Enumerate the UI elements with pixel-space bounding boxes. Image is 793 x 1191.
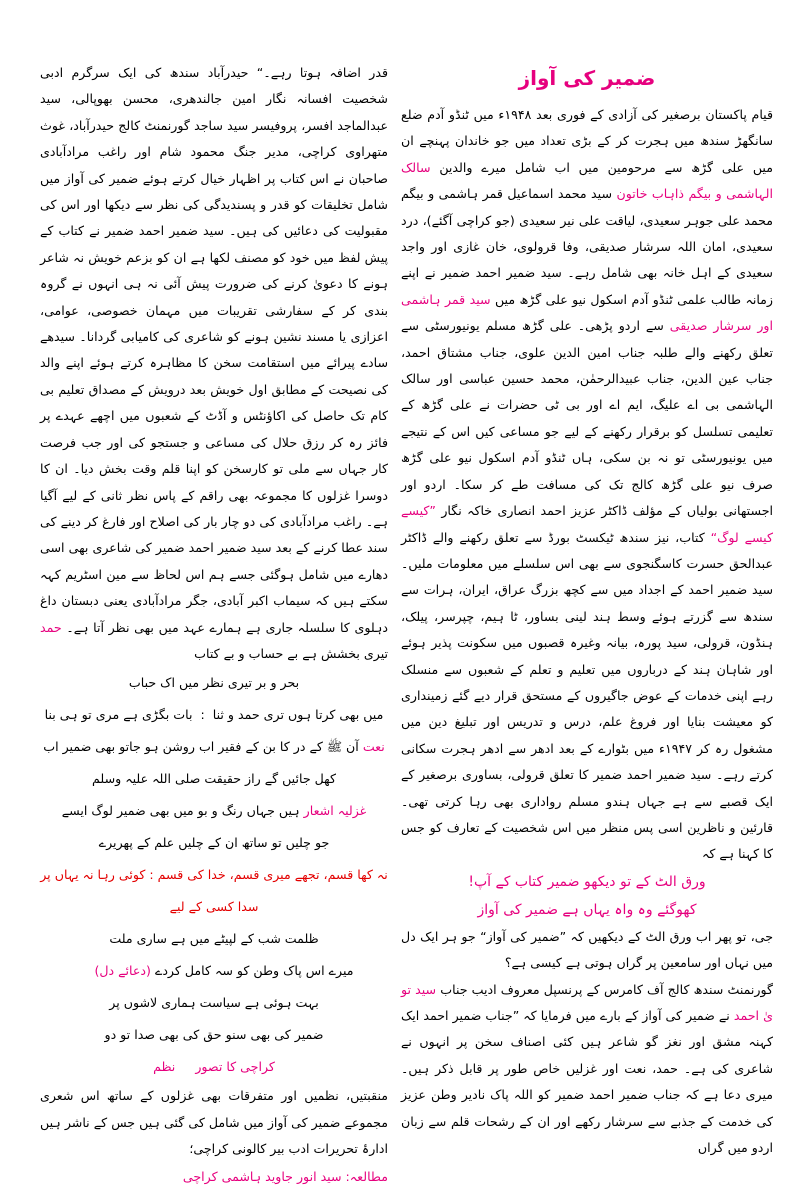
verse-2: کھوگئے وہ واہ یہاں ہے ضمیر کی آواز xyxy=(477,901,697,918)
poetry-block xyxy=(40,667,388,1083)
ghazal-line-1 xyxy=(40,795,388,827)
dua-line-1-text: میرے اس پاک وطن کو سہ کامل کردے xyxy=(154,963,354,979)
intro-text-2: سید محمد اسماعیل قمر ہاشمی و بیگم محمد علی جوہر سعیدی، لیاقت علی نیر سعیدی (جو کراچی آگئے)، درد سعیدی، امان اللہ سرشار صدیقی، وفا قرولوی، خان غازی اور واجد سعیدی کے اہل خانہ بھی شامل رہے۔ سید ضمیر احمد ضمیر نے اپنے زمانہ طالب علمی ٹنڈو آدم اسکول نیو علی گڑھ میں xyxy=(401,186,773,307)
right-column xyxy=(401,60,773,1161)
hamd-line-2: بحر و بر تیری نظر میں اک حباب xyxy=(128,675,300,691)
ghazal-label: غزلیہ اشعار xyxy=(303,803,367,819)
hamd-line-1: تیری بخشش ہے بے حساب و بے کتاب xyxy=(194,645,388,661)
naat-label: نعت xyxy=(362,739,385,755)
left-paragraph-1 xyxy=(40,60,388,667)
naat-line-2: کھل جائیں گے راز حقیقت صلی اللہ علیہ وسلم xyxy=(92,771,336,787)
left-text: قدر اضافہ ہوتا رہے۔“ حیدرآباد سندھ کی ایک سرگرم ادبی شخصیت افسانہ نگار امین جالندھری، محسن بھوپالی، سید عبدالماجد افسر، پروفیسر سید ساجد گورنمنٹ کالج حیدرآباد، غوث متھراوی کراچی، مدیر جنگ محمود شام اور راغب مرادآبادی صاحبان نے اس کتاب پر اظہار خیال کرتے ہوئے ضمیر کی آواز میں شامل تخلیقات کو قدر و پسندیدگی کی نظر سے دیکھا اور اس کی مقبولیت کی دعائیں کی ہیں۔ سید ضمیر احمد ضمیر نے کتاب کے پیش لفظ میں خود کو مصنف لکھا ہے ان کو بزعم خویش نہ شاعر ہونے کا دعویٰ کرنے کی ضرورت پیش آئی نہ ہی انہوں نے گروہ بندی کر کے سفارشی تقریبات میں مہمان خصوصی، عوامی، اعزازی یا مسند نشین ہونے کو شاعری کی کامیابی گردانا۔ سیدھے سادے پیرائے میں استقامت سخن کا مظاہرہ کرتے ہوئے اپنے والد کی نصیحت کے مطابق اول خویش بعد درویش کے مصداق تعلیم بی کام تک حاصل کی اکاؤنٹس و آڈٹ کے شعبوں میں اچھے عہدے پر فائز رہ کر رزق حلال کی مساعی و جستجو کی اور جب فرصت کار جہاں سے ملی تو کارسخن کو اپنا قلم وقت بخش دیا۔ ان کا دوسرا غزلوں کا مجموعہ بھی راقم کے پاس نظر ثانی کے لیے آگیا ہے۔ راغب مرادآبادی کی دو چار بار کی اصلاح اور فارغ کر دینے کی سند عطا کرنے کے بعد سید ضمیر احمد ضمیر کی شاعری بھی اسی دھارے میں شامل ہوگئی جسے ہم اس لحاظ سے مین اسٹریم کہہ سکتے ہیں کہ سیماب اکبر آبادی، جگر مرادآبادی یعنی دبستان داغ دہلوی کا سلسلہ جاری ہے ہمارے عہد میں بھی نظر آتا ہے۔ xyxy=(40,65,388,635)
ghazal-line-3: نہ کھا قسم، تجھے میری قسم، خدا کی قسم : کوئی رہا نہ یہاں پر سدا کسی کے لیے xyxy=(40,867,388,915)
paragraph-intro xyxy=(401,102,773,868)
intro-text: قیام پاکستان برصغیر کی آزادی کے فوری بعد ۱۹۴۸ء میں ٹنڈو آدم ضلع سانگھڑ سندھ میں ہجرت کر کے بڑی تعداد میں جو خاندان پہنچے ان میں علی گڑھ سے مرحومین میں اب شامل میرے والدین xyxy=(401,107,773,175)
p3-text-b: نے ضمیر کی آواز کے بارے میں فرمایا کہ ”جناب ضمیر احمد ایک کہنہ مشق اور نغز گو شاعر ہیں کئی اصناف سخن پر انہوں نے شاعری کی ہے۔ حمد، نعت اور غزلیں خاص طور پر قابل ذکر ہیں۔ میری دعا ہے کہ جناب ضمیر احمد ضمیر کو اللہ پاک نادیر وطن عزیز کی خدمت کے جذبے سے سرشار رکھے اور ان کے رشحات قلم سے زبان اردو میں گراں xyxy=(401,1008,773,1156)
hamd-line-3: میں بھی کرتا ہوں تری حمد و ثنا : بات بگڑی ہے مری تو ہی بنا xyxy=(44,707,384,723)
intro-text-4: کتاب، نیز سندھ ٹیکسٹ بورڈ سے تعلق رکھنے والے ڈاکٹر عبدالحق حسرت کاسگنجوی سے بھی اس سلسلے میں معلومات ملیں۔ سید ضمیر احمد کے اجداد میں سے کچھ بزرگ عراق، ایران، ہرات سے سندھ سے گزرتے ہوئے وسط ہند لینی بساور، ٹا ہیم، چپرسر، پیلک، ہنڈون، قرولی، سید پورہ، بیانہ وغیرہ قصبوں میں سکونت پذیر ہوئے اور شاہان ہند کے درباروں میں تعلیم و تعلم کے شعبوں سے منسلک رہے اپنی خدمات کے عوض جاگیروں کے مستحق قرار دیے گئے زمینداری کو معیشت بنایا اور فروغ علم، درس و تدریس اور تبلیغ دین میں مشغول رہ کر ۱۹۴۷ء میں بٹوارے کے بعد ادھر سے ادھر ہجرت سکانی کرتے رہے۔ سید ضمیر احمد ضمیر کا تعلق قرولی، بساوری برصغیر کے ایک قصبے سے ہے جہاں ہندو مسلم رواداری بھی رہا کرتی تھی۔ قارئین و ناظرین اسی پس منظر میں اس شخصیت کے تعارف کو جس کا کہنا ہے کہ xyxy=(401,529,773,862)
naat-line-1 xyxy=(40,731,388,763)
ghazal-line-3a: نہ کھا قسم، تجھے میری قسم، خدا کی قسم xyxy=(157,867,388,883)
nazm-label: نظم xyxy=(153,1059,176,1075)
dua-line-3: ضمیر کی بھی سنو حق کی بھی صدا تو دو xyxy=(104,1027,324,1043)
verse-1: ورق الٹ کے تو دیکھو ضمیر کتاب کے آپ! xyxy=(468,873,706,890)
karachi-label: کراچی کا تصور xyxy=(195,1059,275,1075)
principal-name: سید تو یٰ احمد xyxy=(401,981,773,1023)
left-column xyxy=(40,60,388,1191)
naat-line-1-text: آن ﷺ کے در کا بن کے فقیر اب روشن ہو جاتو بھی ضمیر اب xyxy=(43,739,359,755)
karachi-line xyxy=(40,1051,388,1083)
parents-names: سالک الہاشمی و بیگم ذاہاب خاتون xyxy=(401,159,773,202)
hamd-label: حمد xyxy=(40,619,62,635)
teachers-names: سید قمر ہاشمی اور سرشار صدیقی xyxy=(401,291,773,334)
hamd-line-3a: میں بھی کرتا ہوں تری حمد و ثنا xyxy=(212,707,384,723)
paragraph-2: جی، تو پھر اب ورق الٹ کے دیکھیں کہ ”ضمیر کی آواز“ جو ہر ایک دل میں نہاں اور سامعین پر گراں ہوتی ہے کیسی ہے؟ xyxy=(401,928,773,971)
p3-text-a: گورنمنٹ سندھ کالج آف کامرس کے پرنسپل معروف ادیب جناب xyxy=(440,981,773,997)
dua-line-1 xyxy=(40,955,388,987)
closing-paragraph: منقبتیں، نظمیں اور متفرقات بھی غزلوں کے ساتھ اس شعری مجموعے ضمیر کی آواز میں شامل کی گئی ہیں جس کے ناشر ہیں ادارۂ تحریرات ادب بیر کالونی کراچی؛ xyxy=(40,1088,388,1157)
hamd-line-3b: بات بگڑی ہے مری تو ہی بنا xyxy=(44,707,193,723)
ghazal-line-3b: کوئی رہا نہ یہاں پر سدا کسی کے لیے xyxy=(40,867,259,915)
signature: مطالعہ: سید انور جاوید ہاشمی کراچی xyxy=(182,1168,388,1184)
paragraph-3 xyxy=(401,977,773,1162)
book-title-quote: ”کیسے کیسے لوگ“ xyxy=(401,503,773,545)
intro-text-3: سے اردو پڑھی۔ علی گڑھ مسلم یونیورسٹی سے تعلق رکھنے والے طلبہ جناب امین الدین علوی، جناب مشتاق احمد، جناب عین الدین، جناب عبیدالرحمٰن، محمد حسین عباسی اور سالک الہاشمی بی اے علیگ، ایم اے اور بی ٹی حضرات نے علی گڑھ کے تعلیمی تسلسل کو برقرار رکھنے کے لیے جو مساعی کیں اس کے نتیجے میں یونیورسٹی تو نہ بن سکی، ہاں ٹنڈو آدم اسکول نیو علی گڑھ صرف نیو علی گڑھ کالج تک کی مسافت طے کر سکا۔ اردو اور اجستھانی بولیاں کے مؤلف ڈاکٹر عزیز احمد انصاری خاکہ نگار xyxy=(401,318,773,519)
ghazal-line-2: جو چلیں تو ساتھ ان کے چلیں علم کے پھریرے xyxy=(98,835,330,851)
dua-label: (دعائے دل) xyxy=(94,963,151,979)
ghazal-line-1-text: ہیں جہاں رنگ و بو میں بھی ضمیر لوگ ایسے xyxy=(61,803,300,819)
dua-line-2: بہت ہوئی ہے سیاست ہماری لاشوں پر xyxy=(109,995,319,1011)
article-title: ضمیر کی آواز xyxy=(518,66,656,90)
ghazal-line-4: ظلمت شب کے لپیٹے میں ہے ساری ملت xyxy=(109,931,319,947)
